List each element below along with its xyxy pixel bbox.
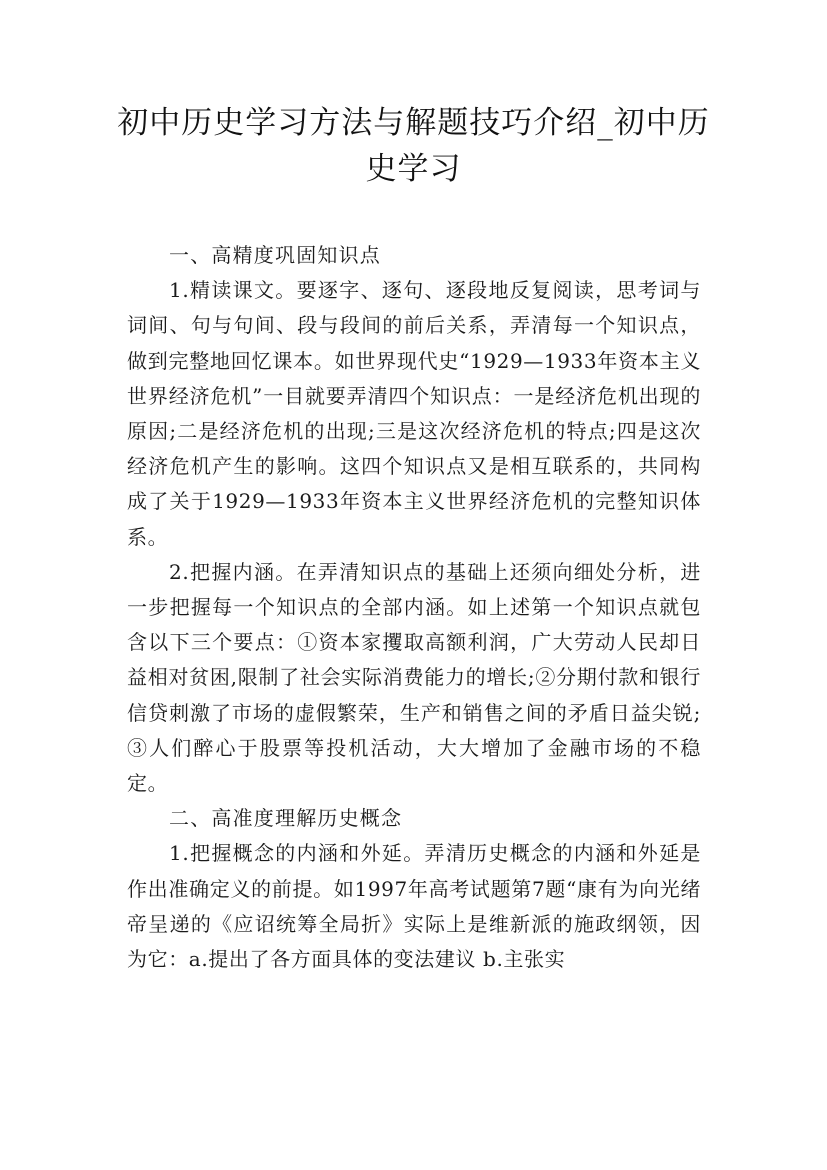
section-heading-1: 一、高精度巩固知识点 xyxy=(169,243,381,267)
paragraph-intensive-reading: 1.精读课文。要逐字、逐句、逐段地反复阅读，思考词与词间、句与句间、段与段间的前后关系，弄清每一个知识点，做到完整地回忆课本。如世界现代史“1929—1933年资本主义世界经济危机”一目就要弄清四个知识点：一是经济危机出现的原因;二是经济危机的出现;三是这次经济危机的特点;四是这次经济危机产生的影响。这四个知识点又是相互联系的，共同构成了关于1929—1933年资本主义世界经济危机的完整知识体系。 xyxy=(127,278,701,549)
paragraph-concept-connotation: 1.把握概念的内涵和外延。弄清历史概念的内涵和外延是作出准确定义的前提。如1997年高考试题第7题“康有为向光绪帝呈递的《应诏统筹全局折》实际上是维新派的施政纲领，因为它：a.提出了各方面具体的变法建议 b.主张实 xyxy=(127,841,701,972)
document-title: 初中历史学习方法与解题技巧介绍_初中历史学习 xyxy=(117,105,710,187)
paragraph-grasp-connotation: 2.把握内涵。在弄清知识点的基础上还须向细处分析，进一步把握每一个知识点的全部内涵。如上述第一个知识点就包含以下三个要点：①资本家攫取高额利润，广大劳动人民却日益相对贫困,限制了社会实际消费能力的增长;②分期付款和银行信贷刺激了市场的虚假繁荣，生产和销售之间的矛盾日益尖锐;③人们醉心于股票等投机活动，大大增加了金融市场的不稳定。 xyxy=(127,559,701,796)
section-heading-2: 二、高准度理解历史概念 xyxy=(169,806,403,831)
document-body xyxy=(127,238,701,977)
